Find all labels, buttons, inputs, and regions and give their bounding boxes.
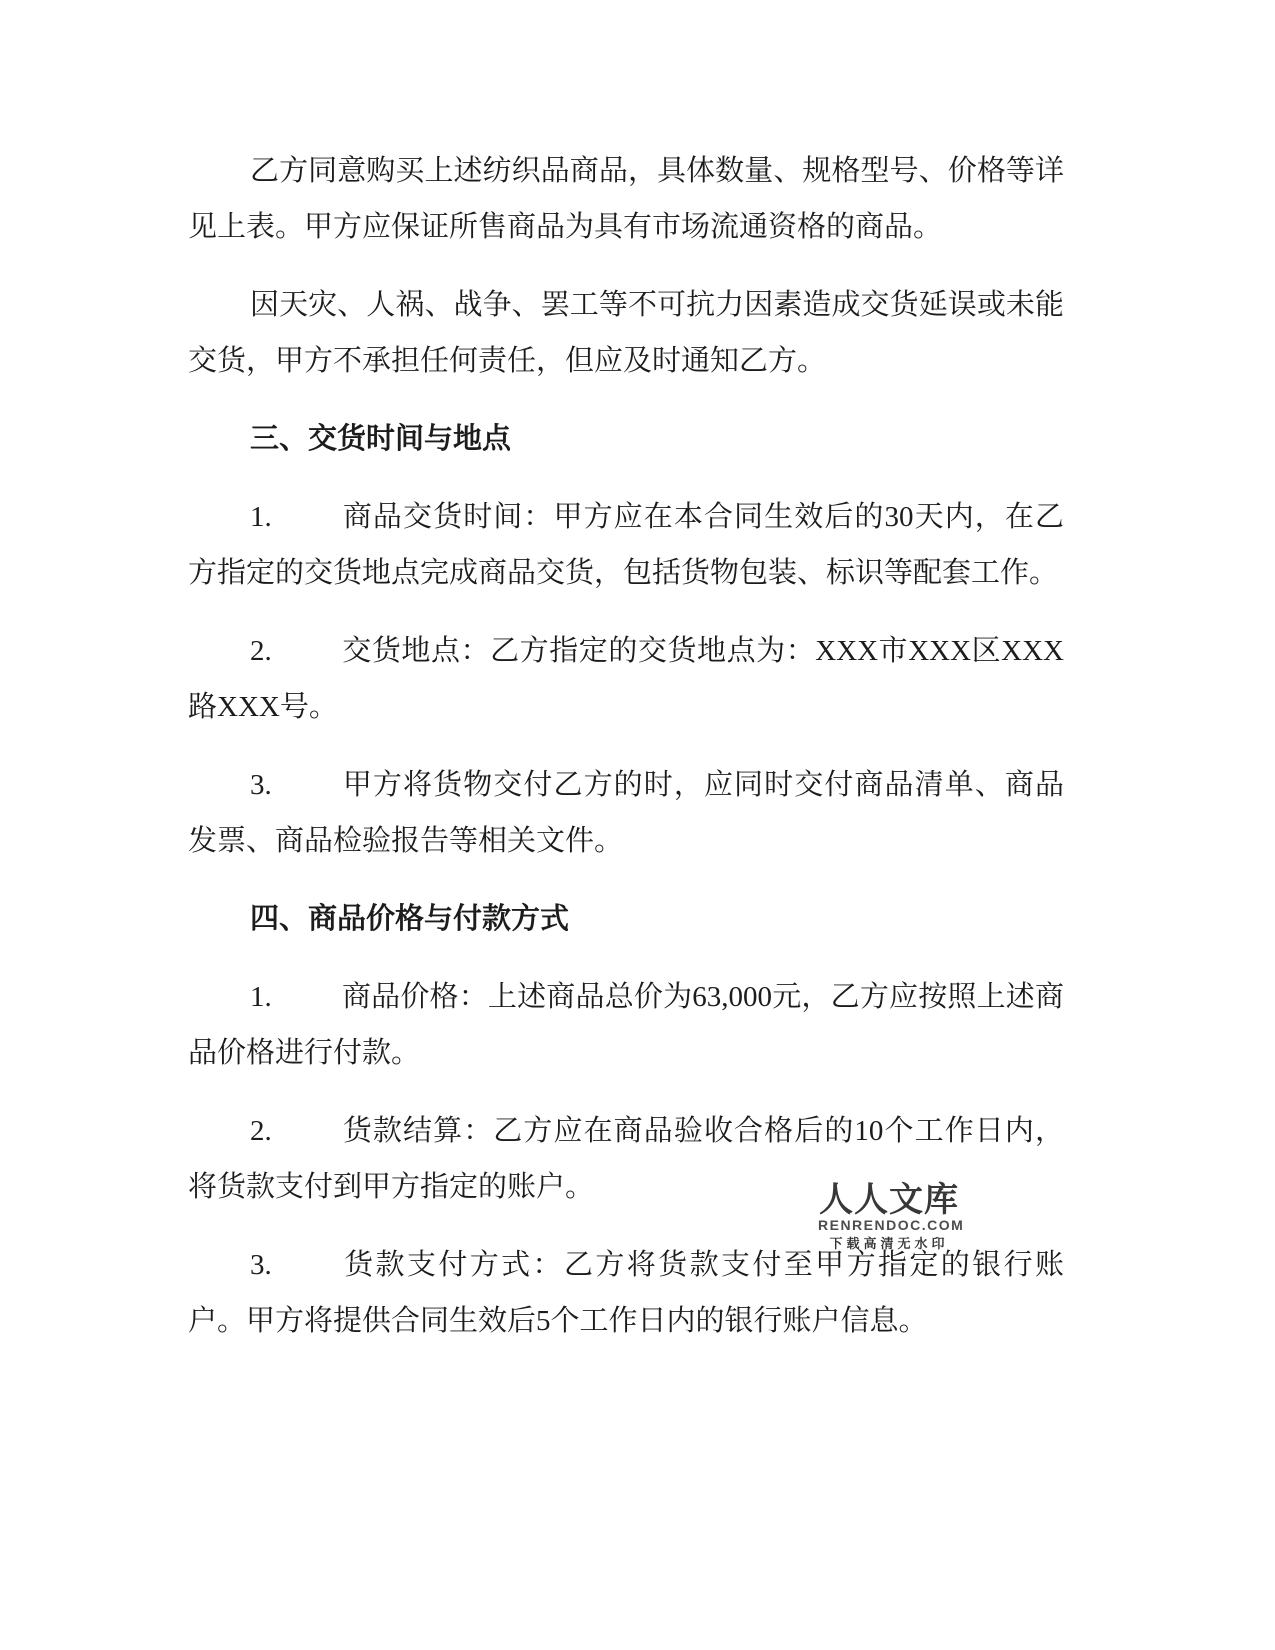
watermark-logo-text: 人人文库 — [819, 1181, 959, 1219]
clause-number: 2. — [250, 635, 272, 667]
numbered-clause — [188, 489, 1064, 601]
paragraph-text: 因天灾、人祸、战争、罢工等不可抗力因素造成交货延误或未能交货，甲方不承担任何责任，但应及时通知乙方。 — [188, 289, 1064, 377]
clause-number: 3. — [250, 769, 272, 801]
watermark-domain: RENRENDOC.COM — [818, 1217, 965, 1233]
section-heading-text: 三、交货时间与地点 — [250, 423, 512, 455]
clause-text: 交货地点：乙方指定的交货地点为：XXX市XXX区XXX路XXX号。 — [188, 635, 1064, 723]
numbered-clause — [188, 1237, 1064, 1349]
clause-number: 1. — [250, 981, 272, 1013]
paragraph — [188, 277, 1064, 389]
section-heading — [188, 891, 1064, 947]
clause-number: 1. — [250, 501, 272, 533]
clause-text: 货款结算：乙方应在商品验收合格后的10个工作日内，将货款支付到甲方指定的账户。 — [188, 1115, 1064, 1203]
numbered-clause — [188, 969, 1064, 1081]
numbered-clause — [188, 757, 1064, 869]
paragraph-text: 乙方同意购买上述纺织品商品，具体数量、规格型号、价格等详见上表。甲方应保证所售商品为具有市场流通资格的商品。 — [188, 155, 1064, 243]
section-heading — [188, 411, 1064, 467]
section-heading-text: 四、商品价格与付款方式 — [250, 903, 570, 935]
watermark-tagline: 下载高清无水印 — [829, 1236, 949, 1251]
clause-number: 3. — [250, 1249, 272, 1281]
clause-number: 2. — [250, 1115, 272, 1147]
numbered-clause — [188, 1103, 1064, 1219]
clause-text: 甲方将货物交付乙方的时，应同时交付商品清单、商品发票、商品检验报告等相关文件。 — [188, 769, 1064, 857]
document-content — [188, 143, 1064, 1349]
clause-text: 商品价格：上述商品总价为63,000元，乙方应按照上述商品价格进行付款。 — [188, 981, 1064, 1069]
clause-text: 商品交货时间：甲方应在本合同生效后的30天内，在乙方指定的交货地点完成商品交货，包括货物包装、标识等配套工作。 — [188, 501, 1064, 589]
clause-text: 货款支付方式：乙方将货款支付至甲方指定的银行账户。甲方将提供合同生效后5个工作日内的银行账户信息。 — [188, 1249, 1064, 1337]
paragraph — [188, 143, 1064, 255]
numbered-clause — [188, 623, 1064, 735]
